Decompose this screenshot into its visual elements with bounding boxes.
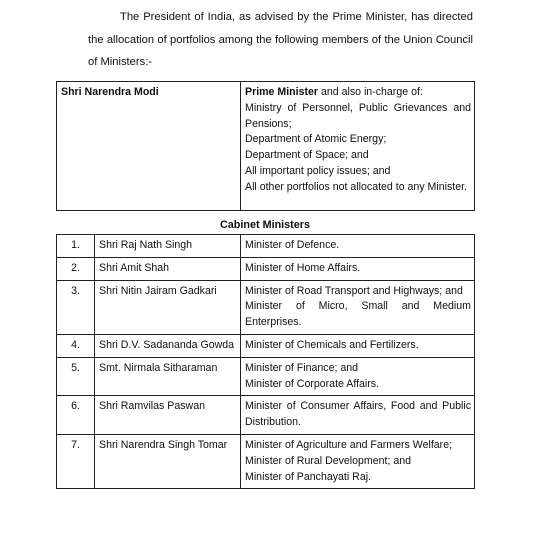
portfolio-line: Minister of Consumer Affairs, Food and Public Distribution. — [245, 400, 471, 429]
row-number: 2. — [57, 257, 95, 280]
minister-portfolio — [241, 280, 475, 334]
table-row — [57, 396, 475, 435]
prime-minister-name: Shri Narendra Modi — [61, 86, 159, 98]
cabinet-heading: Cabinet Ministers — [220, 219, 310, 231]
intro-line-2: directed the allocation of portfolios among the following members of — [88, 11, 473, 46]
minister-name: Shri Amit Shah — [95, 257, 241, 280]
portfolio-line: Minister of Panchayati Raj. — [245, 470, 372, 483]
minister-portfolio — [241, 434, 475, 488]
minister-portfolio — [241, 396, 475, 435]
prime-minister-title-line — [245, 85, 471, 101]
prime-minister-title: Prime Minister — [245, 86, 319, 98]
pm-portfolio-line: Department of Atomic Energy; — [245, 133, 387, 146]
row-number: 3. — [57, 280, 95, 334]
row-number: 5. — [57, 357, 95, 396]
intro-line-3: the Union Council of Ministers:- — [88, 33, 474, 68]
prime-minister-title-suffix: and also in-charge of: — [318, 86, 423, 98]
intro-line-1: The President of India, as advised by the Prime Minister, has — [120, 11, 430, 23]
pm-portfolio-line: All important policy issues; and — [245, 164, 391, 177]
intro-paragraph — [88, 6, 473, 74]
table-row — [57, 257, 475, 280]
minister-name: Shri Raj Nath Singh — [95, 235, 241, 258]
portfolio-line: Minister of Corporate Affairs. — [245, 377, 380, 390]
minister-name: Shri Ramvilas Paswan — [95, 396, 241, 435]
minister-name: Shri Narendra Singh Tomar — [95, 434, 241, 488]
portfolio-line: Minister of Finance; and — [245, 361, 359, 374]
prime-minister-name-cell — [57, 82, 241, 211]
row-number: 4. — [57, 334, 95, 357]
minister-portfolio — [241, 257, 475, 280]
table-row — [57, 357, 475, 396]
table-row — [57, 235, 475, 258]
portfolio-line: Minister of Agriculture and Farmers Welfare; — [245, 438, 453, 451]
minister-name: Shri D.V. Sadananda Gowda — [95, 334, 241, 357]
pm-portfolio-line: All other portfolios not allocated to any Minister. — [245, 180, 467, 193]
pm-portfolio-line: Department of Space; and — [245, 149, 369, 162]
prime-minister-table — [56, 81, 475, 211]
minister-portfolio — [241, 235, 475, 258]
row-number: 1. — [57, 235, 95, 258]
minister-portfolio — [241, 357, 475, 396]
pm-portfolio-line: Ministry of Personnel, Public Grievances and Pensions; — [245, 101, 471, 130]
minister-portfolio — [241, 334, 475, 357]
prime-minister-portfolio-cell — [241, 82, 475, 211]
table-row — [57, 434, 475, 488]
minister-name: Smt. Nirmala Sitharaman — [95, 357, 241, 396]
portfolio-line: Minister of Home Affairs. — [245, 261, 361, 274]
row-number: 6. — [57, 396, 95, 435]
minister-name: Shri Nitin Jairam Gadkari — [95, 280, 241, 334]
portfolio-line: Minister of Defence. — [245, 239, 340, 251]
row-number: 7. — [57, 434, 95, 488]
portfolio-line: Minister of Road Transport and Highways; and — [245, 284, 463, 297]
portfolio-line: Minister of Rural Development; and — [245, 454, 412, 467]
portfolio-line: Minister of Chemicals and Fertilizers. — [245, 338, 419, 351]
portfolio-line: Minister of Micro, Small and Medium Enterprises. — [245, 300, 471, 329]
cabinet-ministers-table — [56, 234, 475, 489]
table-row — [57, 334, 475, 357]
table-row — [57, 280, 475, 334]
prime-minister-row — [57, 82, 475, 211]
